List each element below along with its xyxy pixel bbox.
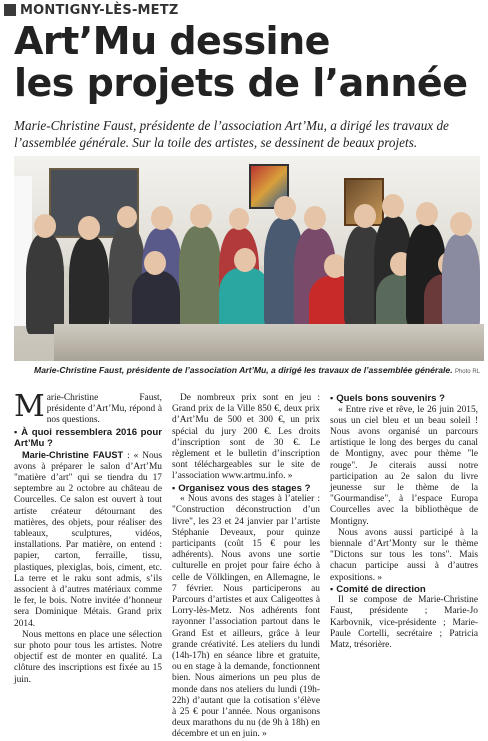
headline	[14, 20, 484, 104]
photo-person-head	[190, 204, 212, 228]
headline-line-1: Art’Mu dessine	[14, 19, 330, 63]
photo-person-head	[274, 196, 296, 220]
photo-person-head	[416, 202, 438, 226]
photo-person-head	[450, 212, 472, 236]
answer-paragraph: Il se compose de Marie-Christine Faust, présidente ; Marie-Jo Karbovnik, vice-présidente ; Marie-Paule Cortelli, secrétaire ; Patricia Matz, trésorière.	[330, 595, 478, 651]
question-heading: ▪ Comité de direction	[330, 584, 478, 596]
photo-person	[442, 234, 480, 329]
article-body	[14, 389, 480, 740]
answer-paragraph: « Entre rive et rêve, le 26 juin 2015, sous un ciel bleu et un beau soleil ! Nous avons organisé un parcours artistique le long des berges du canal de Montigny, avec pour thème "le rouge". Je citerais aussi notre participation au 2e salon du livre jeunesse sur le thème de la "Gourmandise", à l’espace Europa Courcelles avec la bibliothèque de Montigny.	[330, 404, 478, 527]
speaker-name: Marie-Christine FAUST	[22, 449, 124, 460]
rubric-label: MONTIGNY-LÈS-METZ	[20, 2, 179, 18]
photo-credit: Photo RL	[454, 369, 480, 375]
answer-paragraph: Nous avons aussi participé à la biennale d’Art’Monty sur le thème "Dictons sur tous les tons". Mais chacun participe aussi à d’autres expositions. »	[330, 527, 478, 583]
answer-paragraph: Nous mettons en place une sélection sur photo pour tous les artistes. Notre objectif est de monter en qualité. La clôture des inscriptions est fixée au 15 juin.	[14, 629, 162, 685]
question-heading: ▪ À quoi ressemblera 2016 pour Art’Mu ?	[14, 427, 162, 450]
section-rubric	[4, 2, 178, 18]
photo-person-head	[117, 206, 137, 228]
photo-person-head	[382, 194, 404, 218]
photo-person	[132, 271, 180, 331]
answer-paragraph: Marie-Christine FAUST : « Nous avons à préparer le salon d’Art’Mu "matière d’art" qui se tiendra du 17 septembre au 2 octobre au château de Courcelles. Ce salon est ouvert à tout artiste créateur détournant des matières, des objets, pour réaliser des tableaux, sculptures, vidéos, installations. Par matière, on entend : papier, carton, ferraille, tissu, plastiques, plexiglas, bois, ciment, etc. La terre et le raku sont admis, s’ils associent à d’autres matériaux comme le fer, le bois. Notre invitée d’honneur sera Dominique Métais. Grand prix 2014.	[14, 449, 163, 629]
photo-person	[26, 234, 64, 334]
photo-person-head	[34, 214, 56, 238]
photo-table	[54, 324, 484, 361]
photo-person-head	[229, 208, 249, 230]
photo-person-head	[354, 204, 376, 228]
article-intro: Marie-Christine Faust, présidente d’Art’Mu, répond à nos questions.	[14, 389, 162, 426]
photo-person-head	[324, 254, 346, 278]
dropcap: M	[14, 389, 45, 424]
article-column-3	[330, 393, 478, 651]
rubric-square-icon	[4, 4, 16, 16]
question-heading: ▪ Organisez vous des stages ?	[172, 483, 320, 495]
photo-person	[179, 226, 221, 326]
photo-person-head	[234, 248, 256, 272]
photo-person-head	[151, 206, 173, 230]
photo-person	[69, 236, 109, 336]
question-heading: ▪ Quels bons souvenirs ?	[330, 393, 478, 405]
photo-person-head	[304, 206, 326, 230]
headline-line-2: les projets de l’année	[14, 61, 468, 105]
answer-paragraph: « Nous avons des stages à l’atelier : "Construction déconstruction d’un livre", les 23 et 24 janvier par l’artiste Stéphanie Deveaux, pour quinze participants (coût 15 € pour les adhérents). Nous avons une sortie culturelle en projet pour faire écho à celle de Völklingen, en Allemagne, le 7 février. Nous participerons au Parcours d’artistes et aux Caligeottes à Lorry-lès-Metz. Nos adhérents font rayonner l’association partout dans le Grand Est et ailleurs, grâce à leur grande créativité. Les ateliers du lundi (14h-17h) en séance libre et gratuite, ou en stage à la demande, fonctionnent bien. Nous aimerions un peu plus de monde dans nos ateliers du lundi (19h-22h) d’autant que la cotisation s’élève à 25 € pour l’année. Nous organisons deux marathons du nu (de 9h à 18h) en décembre et un en juin. »	[172, 494, 320, 740]
group-photo	[14, 156, 480, 361]
article-column-1	[14, 389, 163, 686]
photo-person-head	[78, 216, 100, 240]
lead-paragraph: Marie-Christine Faust, présidente de l’association Art’Mu, a dirigé les travaux de l’assemblée générale. Sur la toile des artistes, se dessinent de beaux projets.	[14, 118, 449, 150]
photo-person-head	[144, 251, 166, 275]
photo-caption	[14, 365, 480, 378]
answer-paragraph: De nombreux prix sont en jeu : Grand prix de la Ville 850 €, deux prix d’Art’Mu de 500 et 300 €, un prix spécial du jury 200 €. Les droits d’inscription sont de 30 €. Le règlement et le bulletin d’inscription sont téléchargeables sur le site de l’association www.artmu.info. »	[172, 393, 320, 482]
photo-caption-text: Marie-Christine Faust, présidente de l’association Art’Mu, a dirigé les travaux de l’assemblée générale.	[34, 365, 453, 375]
article-column-2	[172, 393, 320, 741]
